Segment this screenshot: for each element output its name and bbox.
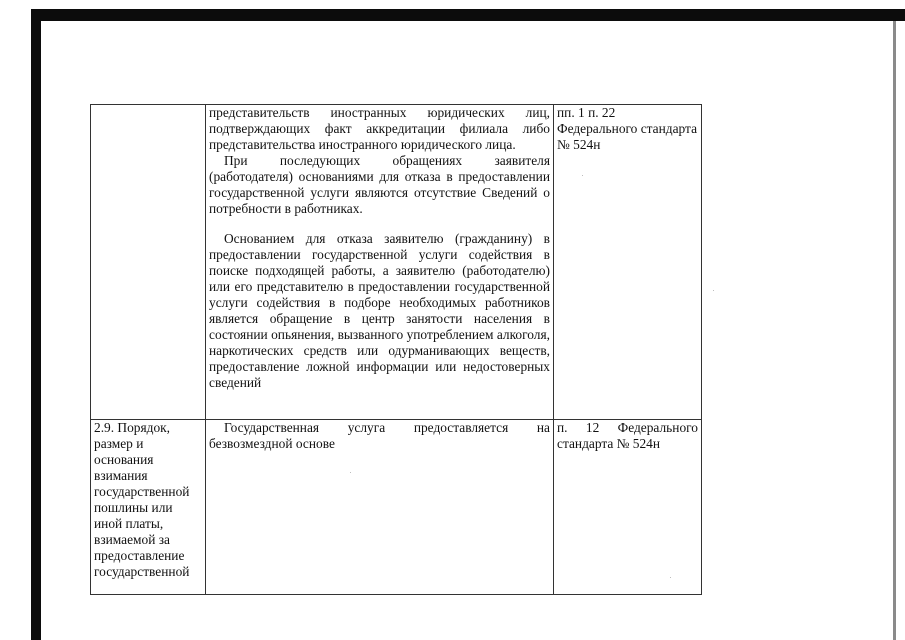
section-title-cell — [91, 420, 206, 595]
table-row — [91, 105, 702, 420]
content-cell — [206, 420, 554, 595]
scan-speck — [350, 472, 351, 473]
scan-speck — [582, 175, 583, 176]
scan-frame-right-edge — [893, 21, 896, 640]
scan-frame-top-edge — [40, 9, 905, 21]
reference-text: пп. 1 п. 22 Федерального стандарта № 524н — [557, 105, 698, 152]
regulation-table — [90, 104, 702, 595]
section-cell-empty — [91, 105, 206, 420]
section-title: 2.9. Порядок, размер и основания взимания государственной пошлины или иной платы, взимаемой за предоставление государственной — [94, 420, 190, 579]
paragraph-free-of-charge: Государственная услуга предоставляется на безвозмездной основе — [209, 420, 550, 451]
reference-cell — [554, 420, 702, 595]
paragraph-accreditation: представительств иностранных юридических лиц, подтверждающих факт аккредитации филиала либо представительства иностранного юридического лица. — [209, 105, 550, 152]
paragraph-repeat-requests: При последующих обращениях заявителя (работодателя) основаниями для отказа в предоставлении государственной услуги являются отсутствие Сведений о потребности в работниках. — [209, 153, 550, 216]
scan-speck — [713, 290, 714, 291]
paragraph-refusal-grounds: Основанием для отказа заявителю (гражданину) в предоставлении государственной услуги содействия в поиске подходящей работы, а заявителю (работодателю) или его представителю в предоставлении государственной услуги содействия в подборе необходимых работников является обращение в центр занятости населения в состоянии опьянения, вызванного употреблением алкоголя, наркотических средств или одурманивающих веществ, предоставление ложной информации или недостоверных сведений — [209, 231, 550, 390]
table-row — [91, 420, 702, 595]
content-cell — [206, 105, 554, 420]
reference-text: п. 12 Федерального стандарта № 524н — [557, 420, 698, 451]
scan-speck — [670, 577, 671, 578]
scan-frame-left-edge — [31, 9, 41, 640]
reference-cell — [554, 105, 702, 420]
